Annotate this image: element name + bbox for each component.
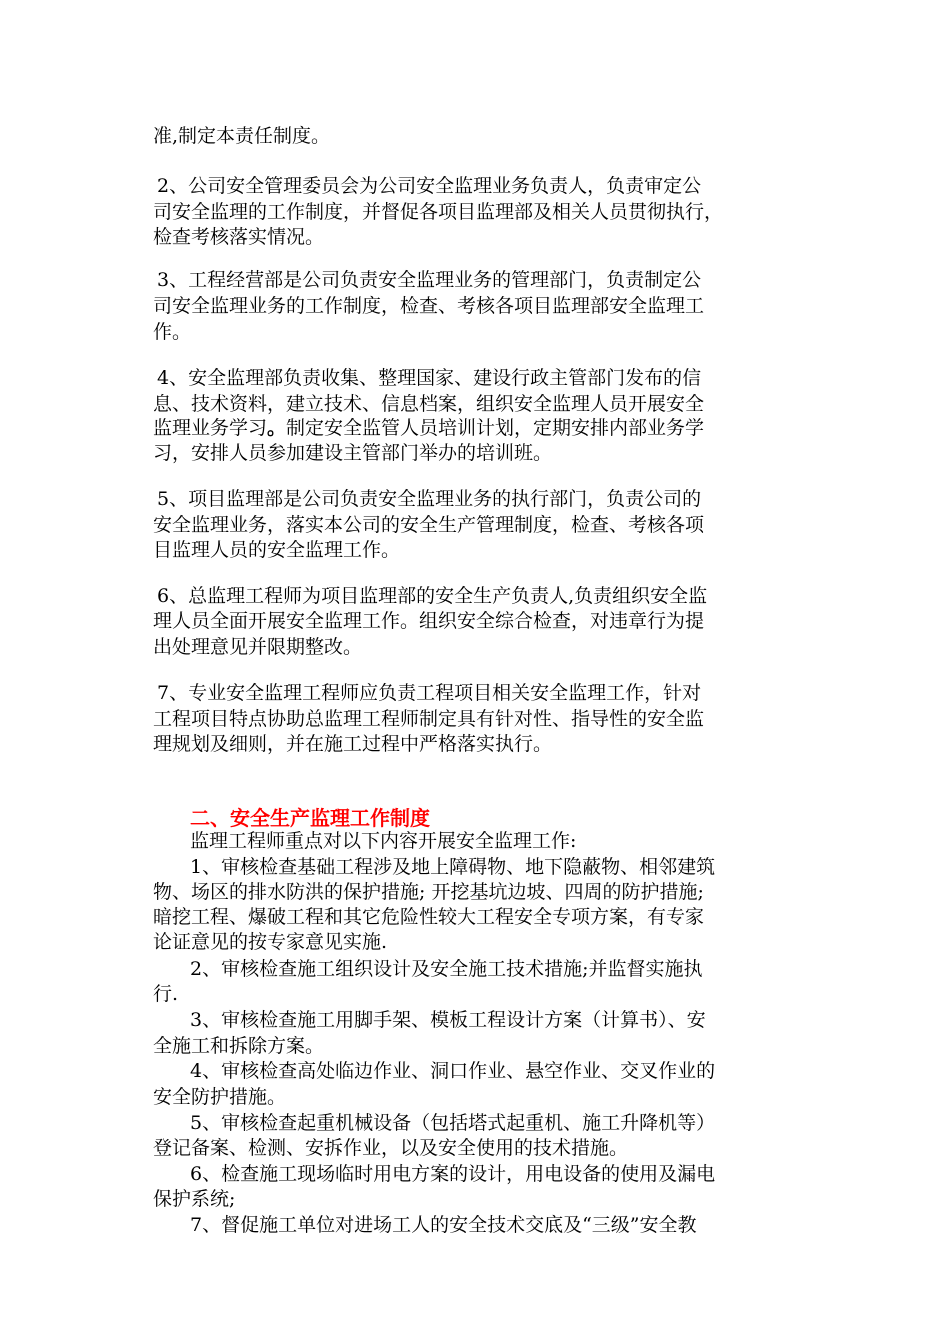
text-line: 7、督促施工单位对进场工人的安全技术交底及“三级”安全教 bbox=[190, 1214, 697, 1236]
text-line: 5、项目监理部是公司负责安全监理业务的执行部门，负责公司的 bbox=[157, 488, 702, 510]
text-line: 出处理意见并限期整改。 bbox=[153, 636, 363, 658]
text-line: 检查考核落实情况。 bbox=[153, 226, 325, 248]
text-line: 2、审核检查施工组织设计及安全施工技术措施;并监督实施执 bbox=[190, 958, 703, 980]
text-line: 司安全监理的工作制度，并督促各项目监理部及相关人员贯彻执行， bbox=[153, 201, 724, 223]
text-line: 监理工程师重点对以下内容开展安全监理工作: bbox=[190, 830, 577, 852]
text-line: 保护系统; bbox=[153, 1188, 236, 1210]
text-line: 全施工和拆除方案。 bbox=[153, 1035, 325, 1057]
text-line: 司安全监理业务的工作制度，检查、考核各项目监理部安全监理工 bbox=[153, 295, 705, 317]
text-line: 论证意见的按专家意见实施. bbox=[153, 931, 388, 953]
text-segment: 制定安全监管人员培训计划，定期安排内部业务学 bbox=[286, 417, 705, 439]
text-line bbox=[153, 416, 813, 440]
text-line: 安全监理业务，落实本公司的安全生产管理制度，检查、考核各项 bbox=[153, 514, 705, 536]
text-line: 4、审核检查高处临边作业、洞口作业、悬空作业、交叉作业的 bbox=[190, 1060, 716, 1082]
text-line: 息、技术资料，建立技术、信息档案，组织安全监理人员开展安全 bbox=[153, 393, 705, 415]
text-line: 习，安排人员参加建设主管部门举办的培训班。 bbox=[153, 442, 553, 464]
text-line: 理规划及细则，并在施工过程中严格落实执行。 bbox=[153, 733, 553, 755]
text-line: 6、总监理工程师为项目监理部的安全生产负责人,负责组织安全监 bbox=[157, 585, 708, 607]
text-line: 作。 bbox=[153, 321, 192, 343]
text-line: 1、审核检查基础工程涉及地上障碍物、地下隐蔽物、相邻建筑 bbox=[190, 856, 716, 878]
text-line: 工程项目特点协助总监理工程师制定具有针对性、指导性的安全监 bbox=[153, 708, 705, 730]
text-line: 物、场区的排水防洪的保护措施; 开挖基坑边坡、四周的防护措施; bbox=[153, 881, 704, 903]
text-line: 登记备案、检测、安拆作业，以及安全使用的技术措施。 bbox=[153, 1137, 629, 1159]
text-line: 7、专业安全监理工程师应负责工程项目相关安全监理工作，针对 bbox=[157, 682, 702, 704]
text-line: 5、审核检查起重机械设备（包括塔式起重机、施工升降机等） bbox=[190, 1112, 716, 1134]
text-line: 安全防护措施。 bbox=[153, 1086, 287, 1108]
text-line: 理人员全面开展安全监理工作。组织安全综合检查，对违章行为提 bbox=[153, 610, 705, 632]
text-line: 暗挖工程、爆破工程和其它危险性较大工程安全专项方案，有专家 bbox=[153, 906, 705, 928]
text-line: 6、检查施工现场临时用电方案的设计，用电设备的使用及漏电 bbox=[190, 1163, 716, 1185]
text-line: 2、公司安全管理委员会为公司安全监理业务负责人，负责审定公 bbox=[157, 175, 702, 197]
text-line: 目监理人员的安全监理工作。 bbox=[153, 539, 401, 561]
section-heading: 二、安全生产监理工作制度 bbox=[190, 806, 430, 830]
text-segment: 监理业务学习 bbox=[153, 417, 268, 439]
text-line: 3、工程经营部是公司负责安全监理业务的管理部门，负责制定公 bbox=[157, 269, 702, 291]
text-line: 3、审核检查施工用脚手架、模板工程设计方案（计算书）、安 bbox=[190, 1009, 706, 1031]
text-line: 4、安全监理部负责收集、整理国家、建设行政主管部门发布的信 bbox=[157, 367, 702, 389]
text-line: 行. bbox=[153, 983, 179, 1005]
text-line: 准,制定本责任制度。 bbox=[153, 125, 331, 147]
bold-period: 。 bbox=[267, 417, 287, 439]
